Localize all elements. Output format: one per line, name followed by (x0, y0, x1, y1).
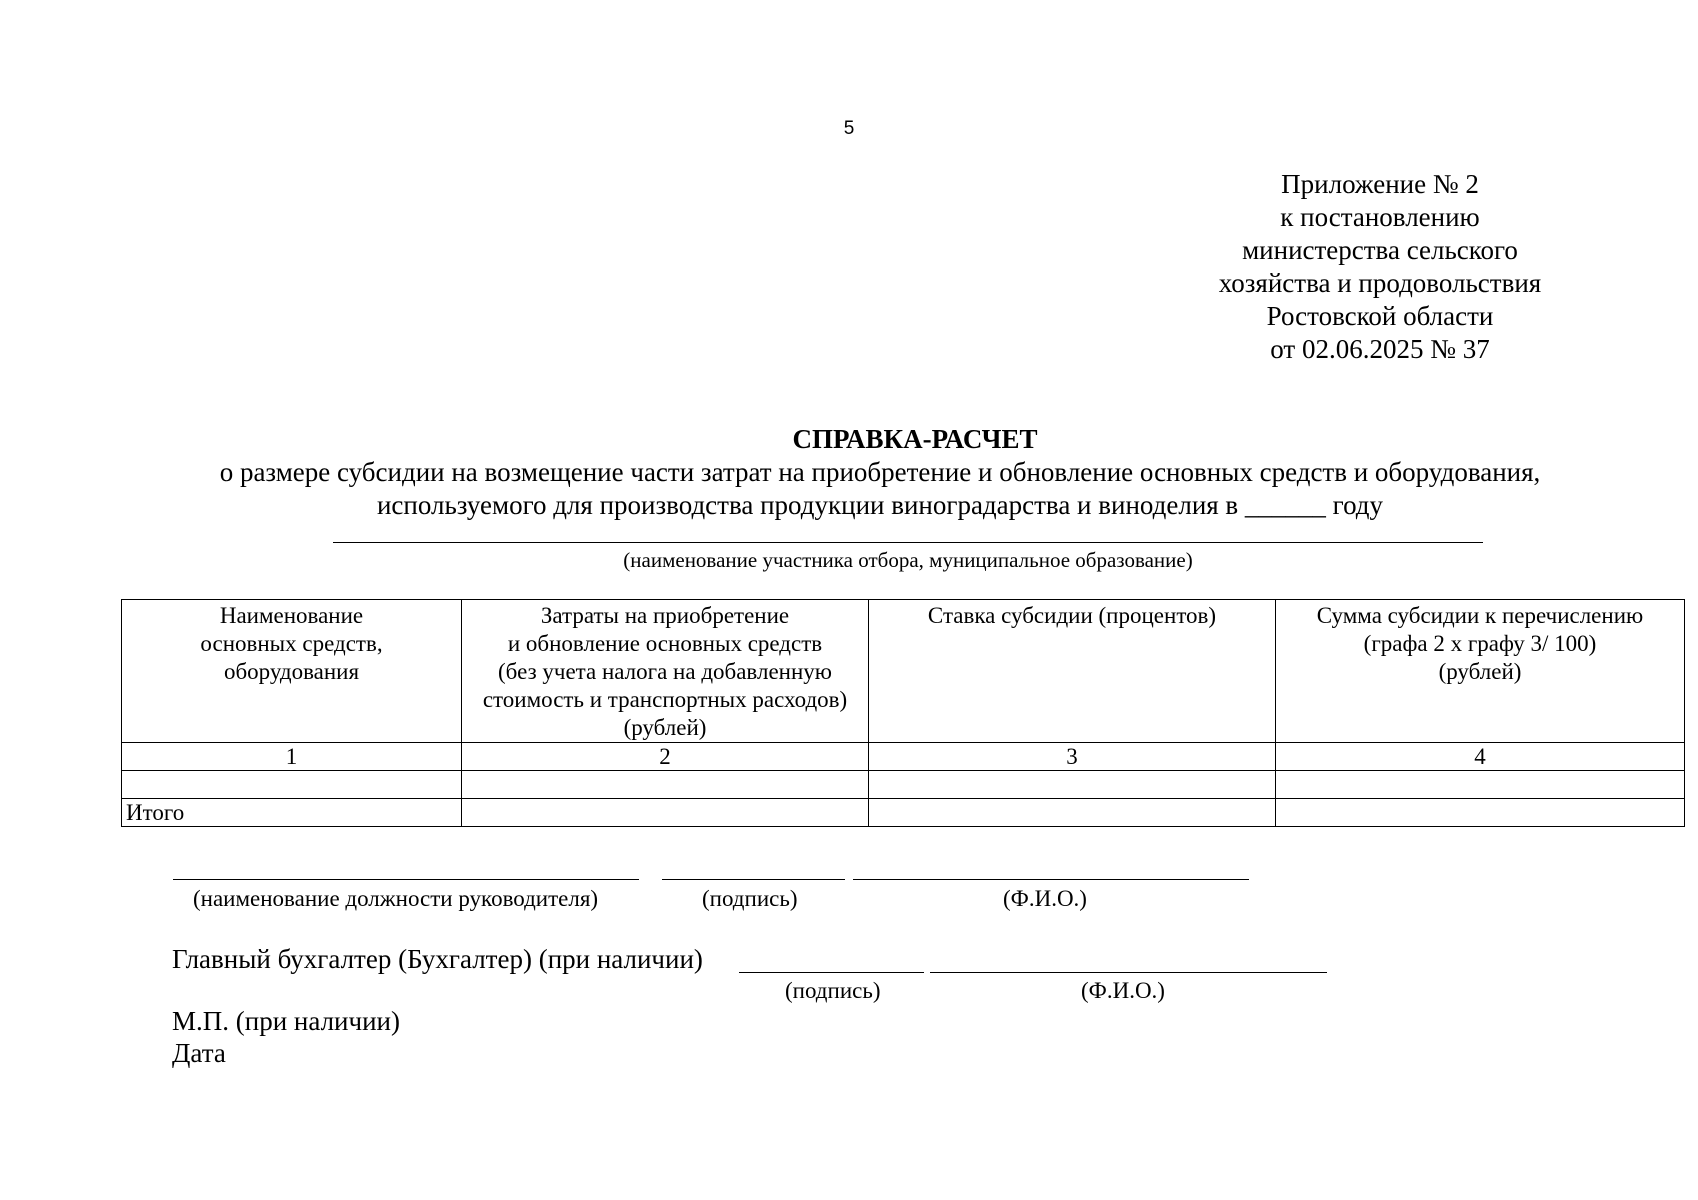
head-signature-caption: (подпись) (702, 886, 798, 911)
table-cell (462, 771, 869, 799)
participant-blank-line (333, 542, 1483, 543)
accountant-name-caption: (Ф.И.О.) (1081, 978, 1165, 1003)
appendix-line: от 02.06.2025 № 37 (1270, 334, 1490, 364)
appendix-line: к постановлению (1280, 202, 1480, 232)
header-line: Наименование (219, 603, 364, 628)
table-header-cell (1276, 600, 1685, 743)
head-position-caption: (наименование должности руководителя) (193, 886, 599, 911)
header-line: оборудования (223, 659, 360, 684)
header-line: (рублей) (623, 715, 707, 740)
head-position-line (173, 879, 639, 880)
date-label: Дата (172, 1038, 226, 1068)
header-line: Ставка субсидии (процентов) (927, 603, 1217, 628)
column-number-cell: 1 (122, 743, 462, 771)
table-cell (122, 771, 462, 799)
column-number-cell: 3 (869, 743, 1276, 771)
column-number-row (122, 743, 1685, 771)
total-label: Итого (122, 799, 462, 827)
page-number: 5 (843, 118, 855, 139)
appendix-block (1170, 168, 1590, 366)
header-line: Затраты на приобретение (540, 603, 790, 628)
column-number-cell: 4 (1276, 743, 1685, 771)
total-row (122, 799, 1685, 827)
table-header-row (122, 600, 1685, 743)
table-cell (462, 799, 869, 827)
header-line: основных средств, (200, 631, 383, 656)
accountant-signature-caption: (подпись) (785, 978, 881, 1003)
participant-caption: (наименование участника отбора, муниципальное образование) (623, 548, 1193, 572)
table-header-cell (122, 600, 462, 743)
head-signature-line (662, 879, 845, 880)
document-subtitle-line: используемого для производства продукции виноградарства и виноделия в ______ году (376, 490, 1384, 520)
header-line: (рублей) (1438, 659, 1522, 684)
document-subtitle-line: о размере субсидии на возмещение части затрат на приобретение и обновление основных средств и оборудования, (219, 457, 1541, 487)
head-name-line (853, 879, 1249, 880)
stamp-label: М.П. (при наличии) (172, 1006, 400, 1036)
table-cell (1276, 799, 1685, 827)
document-title: СПРАВКА-РАСЧЕТ (792, 424, 1038, 454)
table-header-cell (869, 600, 1276, 743)
appendix-line: министерства сельского (1242, 235, 1518, 265)
table-cell (1276, 771, 1685, 799)
head-name-caption: (Ф.И.О.) (1003, 886, 1087, 911)
header-line: (без учета налога на добавленную (498, 659, 832, 684)
table-row (122, 771, 1685, 799)
accountant-name-line (930, 972, 1327, 973)
header-line: и обновление основных средств (507, 631, 823, 656)
appendix-line: Приложение № 2 (1281, 169, 1479, 199)
table-cell (869, 771, 1276, 799)
header-line: стоимость и транспортных расходов) (482, 687, 848, 712)
appendix-line: Ростовской области (1266, 301, 1494, 331)
appendix-line: хозяйства и продовольствия (1218, 268, 1542, 298)
header-line: (графа 2 х графу 3/ 100) (1363, 631, 1597, 656)
table-header-cell (462, 600, 869, 743)
table-cell (869, 799, 1276, 827)
calculation-table (121, 599, 1685, 827)
accountant-label: Главный бухгалтер (Бухгалтер) (при наличии) (172, 944, 703, 974)
document-subtitle (115, 456, 1645, 522)
column-number-cell: 2 (462, 743, 869, 771)
header-line: Сумма субсидии к перечислению (1316, 603, 1644, 628)
accountant-signature-line (739, 972, 924, 973)
